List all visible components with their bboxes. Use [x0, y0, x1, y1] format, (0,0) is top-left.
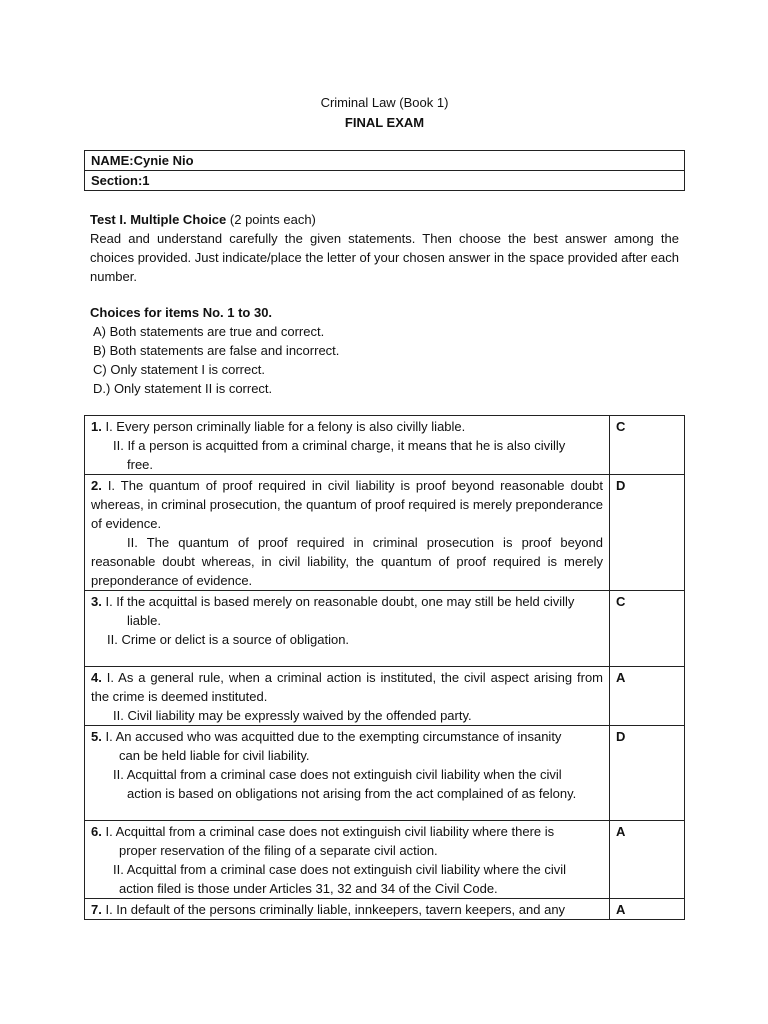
answer-4[interactable]: A — [610, 667, 685, 726]
table-row — [85, 667, 685, 726]
question-6 — [85, 821, 610, 899]
answer-1[interactable]: C — [610, 416, 685, 475]
questions-table — [84, 415, 685, 920]
statement-1: I. As a general rule, when a criminal action is instituted, the civil aspect arising from the crime is deemed instituted. — [91, 670, 603, 704]
table-row — [85, 475, 685, 591]
student-section: Section:1 — [85, 171, 685, 191]
question-4 — [85, 667, 610, 726]
question-5 — [85, 726, 610, 821]
answer-7[interactable]: A — [610, 899, 685, 920]
statement-2: II. Crime or delict is a source of obligation. — [107, 632, 350, 647]
statement-2: II. If a person is acquitted from a criminal charge, it means that he is also civilly — [113, 438, 566, 453]
choice-b: B) Both statements are false and incorrect. — [93, 343, 340, 358]
choice-d: D.) Only statement II is correct. — [93, 381, 273, 396]
statement-1-cont: liable. — [127, 613, 161, 628]
statement-1-cont: proper reservation of the filing of a separate civil action. — [119, 843, 438, 858]
statement-2-cont: action is based on obligations not arising from the act complained of as felony. — [127, 786, 577, 801]
answer-2[interactable]: D — [610, 475, 685, 591]
question-number: 4. — [91, 670, 102, 685]
question-number: 7. — [91, 902, 102, 917]
question-number: 5. — [91, 729, 102, 744]
statement-1-cont: can be held liable for civil liability. — [119, 748, 310, 763]
choice-a: A) Both statements are true and correct. — [93, 324, 325, 339]
test-title: Test I. Multiple Choice — [90, 212, 227, 227]
table-row — [85, 726, 685, 821]
statement-1: I. Every person criminally liable for a felony is also civilly liable. — [101, 419, 466, 434]
answer-6[interactable]: A — [610, 821, 685, 899]
statement-2-cont: free. — [127, 457, 154, 472]
question-2 — [85, 475, 610, 591]
answer-5[interactable]: D — [610, 726, 685, 821]
statement-1: I. An accused who was acquitted due to the exempting circumstance of insanity — [101, 729, 562, 744]
statement-2: II. The quantum of proof required in criminal prosecution is proof beyond reasonable doubt whereas, in civil liability, the quantum of proof required is merely preponderance of evidence. — [91, 535, 603, 588]
test-heading — [84, 210, 685, 229]
question-number: 2. — [91, 478, 102, 493]
exam-title-block — [84, 93, 685, 133]
test-points: (2 points each) — [226, 212, 316, 227]
table-row — [85, 416, 685, 475]
statement-2-cont: action filed is those under Articles 31, 32 and 34 of the Civil Code. — [119, 881, 498, 896]
table-row — [85, 899, 685, 920]
statement-2: II. Acquittal from a criminal case does not extinguish civil liability when the civil — [113, 767, 562, 782]
statement-2: II. Civil liability may be expressly waived by the offended party. — [113, 708, 472, 723]
statement-2: II. Acquittal from a criminal case does not extinguish civil liability where the civil — [113, 862, 567, 877]
question-1 — [85, 416, 610, 475]
exam-title: FINAL EXAM — [344, 115, 425, 130]
question-number: 3. — [91, 594, 102, 609]
statement-1: I. In default of the persons criminally liable, innkeepers, tavern keepers, and any — [101, 902, 566, 917]
exam-page — [84, 93, 685, 920]
course-title: Criminal Law (Book 1) — [320, 95, 449, 110]
question-7 — [85, 899, 610, 920]
student-name: NAME:Cynie Nio — [85, 151, 685, 171]
table-row — [85, 821, 685, 899]
question-number: 1. — [91, 419, 102, 434]
statement-1: I. If the acquittal is based merely on reasonable doubt, one may still be held civilly — [101, 594, 575, 609]
table-row — [85, 591, 685, 667]
question-number: 6. — [91, 824, 102, 839]
question-3 — [85, 591, 610, 667]
statement-1: I. Acquittal from a criminal case does not extinguish civil liability where there is — [101, 824, 555, 839]
answer-3[interactable]: C — [610, 591, 685, 667]
choice-c: C) Only statement I is correct. — [93, 362, 265, 377]
student-info-table — [84, 150, 685, 191]
statement-1: I. The quantum of proof required in civil liability is proof beyond reasonable doubt whereas, in criminal prosecution, the quantum of proof required is merely preponderance of evidence. — [91, 478, 603, 531]
test-instructions: Read and understand carefully the given statements. Then choose the best answer among the choices provided. Just indicate/place the letter of your chosen answer in the space provided after each number. — [90, 231, 679, 284]
choices-heading: Choices for items No. 1 to 30. — [90, 305, 273, 320]
